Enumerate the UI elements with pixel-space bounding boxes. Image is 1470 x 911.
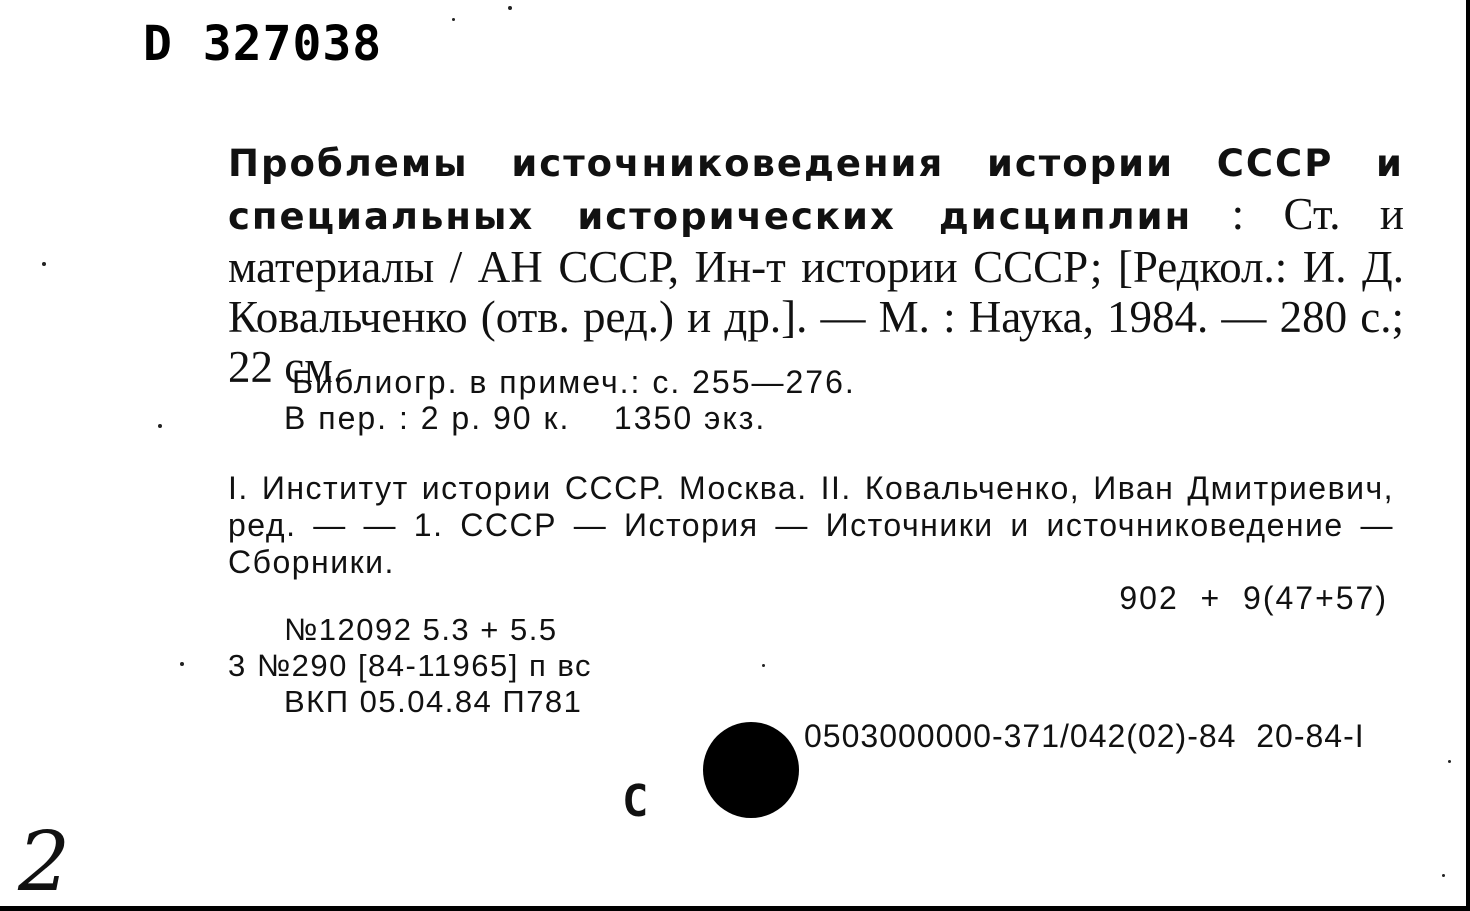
dust-speck: [158, 424, 162, 428]
bottom-letter: С: [622, 776, 649, 827]
dust-speck: [180, 662, 184, 666]
punch-hole: [703, 722, 799, 818]
dust-speck: [452, 18, 455, 21]
bibliography-note: Библиогр. в примеч.: с. 255—276.: [292, 364, 856, 400]
dust-speck: [42, 262, 46, 266]
dust-speck: [1442, 874, 1445, 877]
accession-line-1: №12092 5.3 + 5.5: [284, 612, 558, 647]
dust-speck: [1448, 760, 1451, 763]
accession-line-2: 3 №290 [84-11965] п вс: [228, 648, 593, 683]
dust-speck: [762, 664, 765, 667]
subject-tracings: I. Институт истории СССР. Москва. II. Ковальченко, Иван Дмитриевич, ред. — — 1. СССР — История — Источники и источниковедение — Сборники.: [228, 470, 1394, 580]
handwritten-mark: 2: [18, 815, 71, 910]
dust-speck: [508, 6, 512, 10]
publisher-code: 0503000000-371/042(02)-84 20-84-I: [804, 718, 1365, 754]
call-number: D 327038: [143, 16, 383, 72]
bibliographic-entry: [228, 136, 1404, 392]
accession-line-3: ВКП 05.04.84 П781: [284, 684, 583, 719]
classification-index: 902 + 9(47+57): [1119, 580, 1388, 616]
price-note: В пер. : 2 р. 90 к. 1350 экз.: [284, 400, 767, 436]
book-title: Проблемы источниковедения истории СССР и специальных исторических дисциплин: [228, 142, 1404, 238]
bibliographic-description: : Ст. и материалы / АН СССР, Ин-т истории СССР; [Редкол.: И. Д. Ковальченко (отв. ред.) и др.]. — М. : Наука, 1984. — 280 с.; 22 см.: [228, 189, 1404, 392]
